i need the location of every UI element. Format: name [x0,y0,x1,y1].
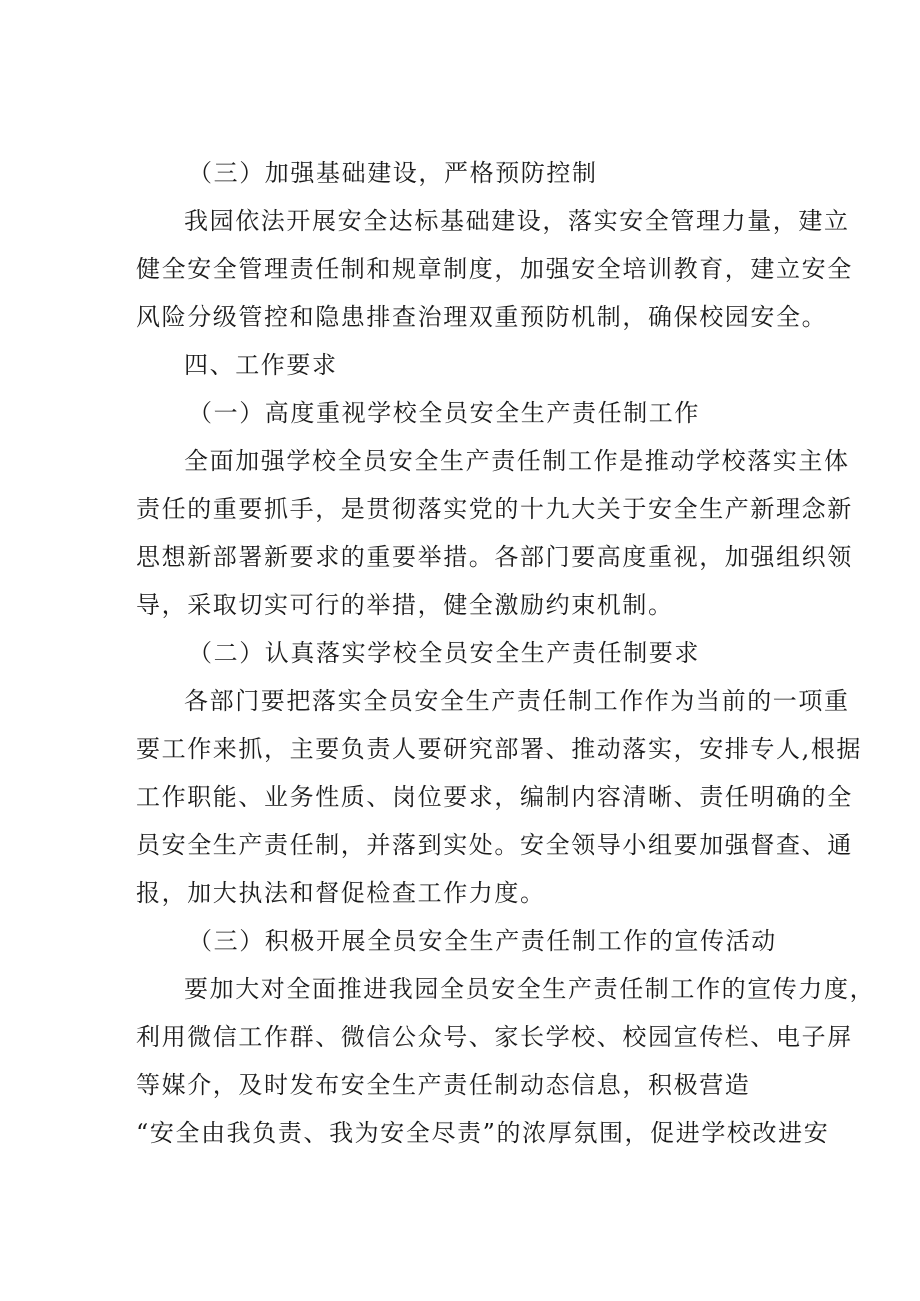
paragraph-line: 报，加大执法和督促检查工作力度。 [136,879,546,907]
paragraph-line: 健全安全管理责任制和规章制度，加强安全培训教育，建立安全 [136,255,853,283]
paragraph-line: 思想新部署新要求的重要举措。各部门要高度重视，加强组织领 [136,543,853,571]
paragraph-line: 员安全生产责任制，并落到实处。安全领导小组要加强督查、通 [136,831,853,859]
chapter-heading-work-requirements: 四、工作要求 [184,351,338,379]
paragraph-line: 风险分级管控和隐患排查治理双重预防机制，确保校园安全。 [136,303,828,331]
paragraph-line: 各部门要把落实全员安全生产责任制工作作为当前的一项重 [184,687,850,715]
section-heading-3-publicity: （三）积极开展全员安全生产责任制工作的宣传活动 [188,927,777,955]
paragraph-line: 导，采取切实可行的举措，健全激励约束机制。 [136,591,674,619]
paragraph-line: 要工作来抓，主要负责人要研究部署、推动落实，安排专人,根据 [136,735,863,763]
section-heading-2: （二）认真落实学校全员安全生产责任制要求 [188,639,700,667]
paragraph-line: 我园依法开展安全达标基础建设，落实安全管理力量，建立 [184,207,850,235]
paragraph-line: 责任的重要抓手，是贯彻落实党的十九大关于安全生产新理念新 [136,495,853,523]
paragraph-line: 要加大对全面推进我园全员安全生产责任制工作的宣传力度， [184,975,876,1003]
paragraph-line: 工作职能、业务性质、岗位要求，编制内容清晰、责任明确的全 [136,783,853,811]
paragraph-line: 利用微信工作群、微信公众号、家长学校、校园宣传栏、电子屏 [136,1023,853,1051]
section-heading-1: （一）高度重视学校全员安全生产责任制工作 [188,399,700,427]
paragraph-line: 全面加强学校全员安全生产责任制工作是推动学校落实主体 [184,447,850,475]
paragraph-line: “安全由我负责、我为安全尽责”的浓厚氛围，促进学校改进安 [136,1119,830,1147]
paragraph-line: 等媒介，及时发布安全生产责任制动态信息，积极营造 [136,1071,751,1099]
section-heading-3: （三）加强基础建设，严格预防控制 [188,159,598,187]
